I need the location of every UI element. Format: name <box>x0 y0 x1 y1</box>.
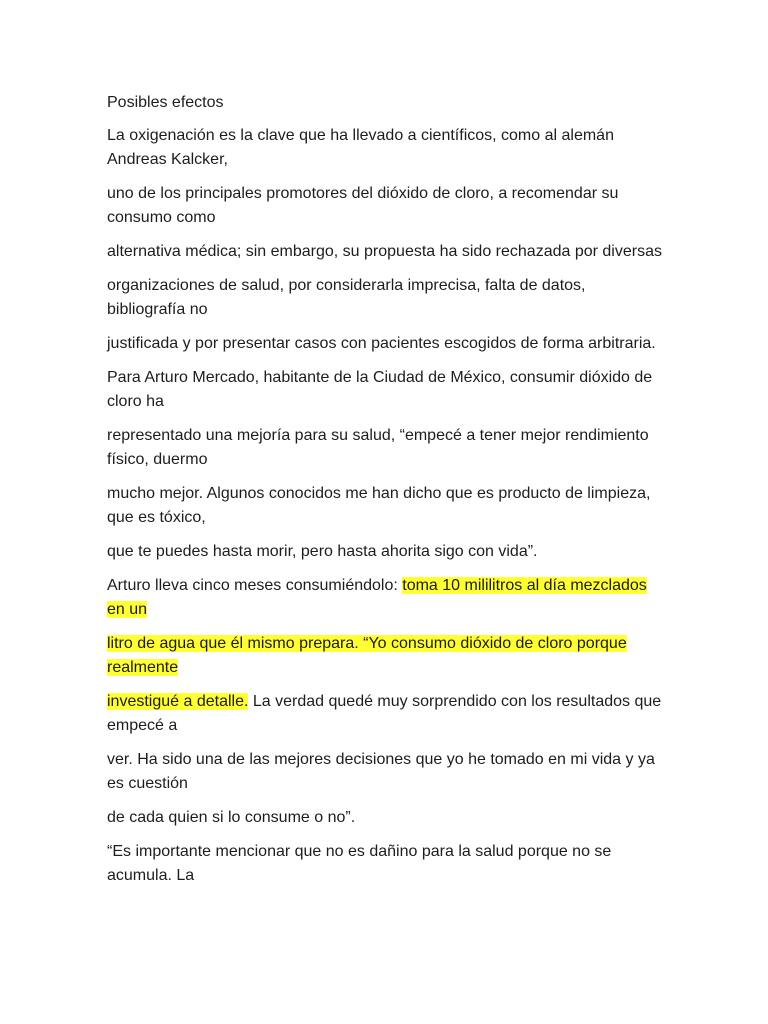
highlighted-text: investigué a detalle. <box>107 693 249 710</box>
text-segment: uno de los principales promotores del dióxido de cloro, a recomendar su consumo como <box>107 185 619 226</box>
text-segment: La oxigenación es la clave que ha llevado a científicos, como al alemán Andreas Kalcker, <box>107 127 614 168</box>
text-segment: mucho mejor. Algunos conocidos me han dicho que es producto de limpieza, que es tóxico, <box>107 485 651 526</box>
paragraph <box>107 240 667 264</box>
paragraph <box>107 632 667 680</box>
text-segment: justificada y por presentar casos con pacientes escogidos de forma arbitraria. <box>107 335 656 352</box>
paragraph <box>107 840 667 888</box>
paragraph <box>107 806 667 830</box>
text-segment: “Es importante mencionar que no es dañino para la salud porque no se acumula. La <box>107 843 612 884</box>
text-segment: representado una mejoría para su salud, “empecé a tener mejor rendimiento físico, duermo <box>107 427 649 468</box>
text-segment: Arturo lleva cinco meses consumiéndolo: <box>107 577 403 594</box>
paragraph <box>107 274 667 322</box>
paragraph <box>107 482 667 530</box>
text-segment: de cada quien si lo consume o no”. <box>107 809 356 826</box>
text-segment: Para Arturo Mercado, habitante de la Ciudad de México, consumir dióxido de cloro ha <box>107 369 653 410</box>
document-body <box>107 91 667 898</box>
text-segment: ver. Ha sido una de las mejores decisiones que yo he tomado en mi vida y ya es cuestión <box>107 751 655 792</box>
paragraph <box>107 748 667 796</box>
text-segment: organizaciones de salud, por considerarla imprecisa, falta de datos, bibliografía no <box>107 277 586 318</box>
section-heading <box>107 91 667 115</box>
paragraph <box>107 366 667 414</box>
text-segment: alternativa médica; sin embargo, su propuesta ha sido rechazada por diversas <box>107 243 662 260</box>
paragraph <box>107 690 667 738</box>
text-segment: que te puedes hasta morir, pero hasta ahorita sigo con vida”. <box>107 543 538 560</box>
paragraph <box>107 540 667 564</box>
text-segment: Posibles efectos <box>107 94 224 111</box>
highlighted-text: toma 10 mililitros al día mezclados en un <box>107 577 647 618</box>
text-segment: La verdad quedé muy sorprendido con los resultados que empecé a <box>107 693 662 734</box>
paragraph <box>107 124 667 172</box>
highlighted-text: litro de agua que él mismo prepara. “Yo consumo dióxido de cloro porque realmente <box>107 635 627 676</box>
paragraph <box>107 332 667 356</box>
paragraph <box>107 182 667 230</box>
paragraph <box>107 574 667 622</box>
paragraph <box>107 424 667 472</box>
